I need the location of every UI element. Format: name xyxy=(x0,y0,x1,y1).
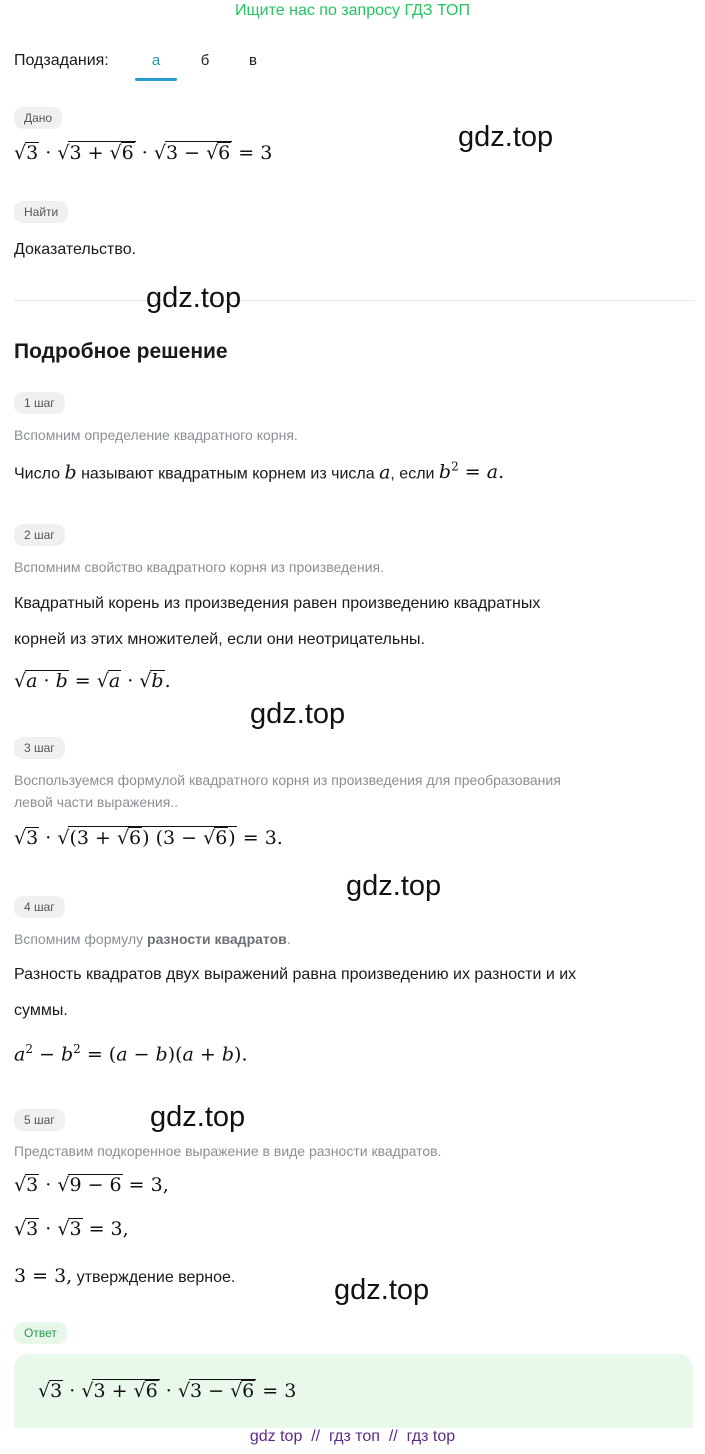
given-badge: Дано xyxy=(14,107,62,129)
step-5-hint: Представим подкоренное выражение в виде разности квадратов. xyxy=(14,1143,442,1159)
step-5-formula-1: √3 · √9 − 6 = 3, xyxy=(14,1174,169,1196)
step-5-conclusion: 3 = 3, утверждение верное. xyxy=(14,1265,236,1287)
footer-link-gdz-top[interactable]: gdz top xyxy=(249,1428,303,1445)
solution-title: Подробное решение xyxy=(14,340,228,363)
watermark: gdz.top xyxy=(334,1274,430,1306)
step-1-hint: Вспомним определение квадратного корня. xyxy=(14,427,298,443)
watermark: gdz.top xyxy=(250,698,346,730)
footer-links xyxy=(0,1428,705,1446)
step-2-hint: Вспомним свойство квадратного корня из произведения. xyxy=(14,559,384,575)
watermark: gdz.top xyxy=(150,1101,246,1133)
top-banner: Ищите нас по запросу ГДЗ ТОП xyxy=(235,2,470,19)
watermark: gdz.top xyxy=(458,121,554,153)
given-expression: √3 · √3 + √6 · √3 − √6 = 3 xyxy=(14,142,273,164)
step-4-formula: $a^2 - b^2 = (a - b)(a + b)$. xyxy=(14,1042,248,1066)
footer-separator: // xyxy=(388,1428,398,1445)
find-text: Доказательство. xyxy=(14,241,137,258)
step-4-badge: 4 шаг xyxy=(14,896,65,918)
tab-v[interactable]: в xyxy=(249,52,257,69)
watermark: gdz.top xyxy=(346,870,442,902)
step-3-formula: √3 · √(3 + √6) (3 − √6) = 3. xyxy=(14,827,283,849)
step-3-hint-line-2: левой части выражения.. xyxy=(14,794,179,810)
find-badge: Найти xyxy=(14,201,68,223)
step-2-text-line-2: корней из этих множителей, если они неотрицательны. xyxy=(14,631,425,648)
step-5-badge: 5 шаг xyxy=(14,1109,65,1131)
step-1-text: Число b называют квадратным корнем из числа a, если $b^2 = a$. xyxy=(14,460,505,484)
step-4-text-line-1: Разность квадратов двух выражений равна произведению их разности и их xyxy=(14,966,577,983)
footer-link-gdz-top-ru[interactable]: гдз топ xyxy=(329,1428,380,1445)
subtasks-label: Подзадания: xyxy=(14,52,109,69)
step-2-formula: √a · b = √a · √b. xyxy=(14,670,171,692)
step-1-badge: 1 шаг xyxy=(14,392,65,414)
tab-a[interactable]: а xyxy=(151,52,161,69)
step-5-formula-2: √3 · √3 = 3, xyxy=(14,1218,129,1240)
step-4-text-line-2: суммы. xyxy=(14,1002,68,1019)
footer-link-gdz-top-mixed[interactable]: гдз top xyxy=(406,1428,456,1445)
step-2-badge: 2 шаг xyxy=(14,524,65,546)
step-2-text-line-1: Квадратный корень из произведения равен произведению квадратных xyxy=(14,595,541,612)
watermark: gdz.top xyxy=(146,282,242,314)
given-section xyxy=(14,107,62,129)
active-tab-indicator xyxy=(135,78,177,81)
tab-b[interactable]: б xyxy=(200,52,210,69)
answer-badge: Ответ xyxy=(14,1322,67,1344)
step-4-hint: Вспомним формулу разности квадратов. xyxy=(14,931,291,947)
step-3-badge: 3 шаг xyxy=(14,737,65,759)
divider xyxy=(14,300,694,301)
footer-separator: // xyxy=(311,1428,321,1445)
answer-expression: √3 · √3 + √6 · √3 − √6 = 3 xyxy=(38,1380,297,1402)
step-3-hint-line-1: Воспользуемся формулой квадратного корня из произведения для преобразования xyxy=(14,772,561,788)
